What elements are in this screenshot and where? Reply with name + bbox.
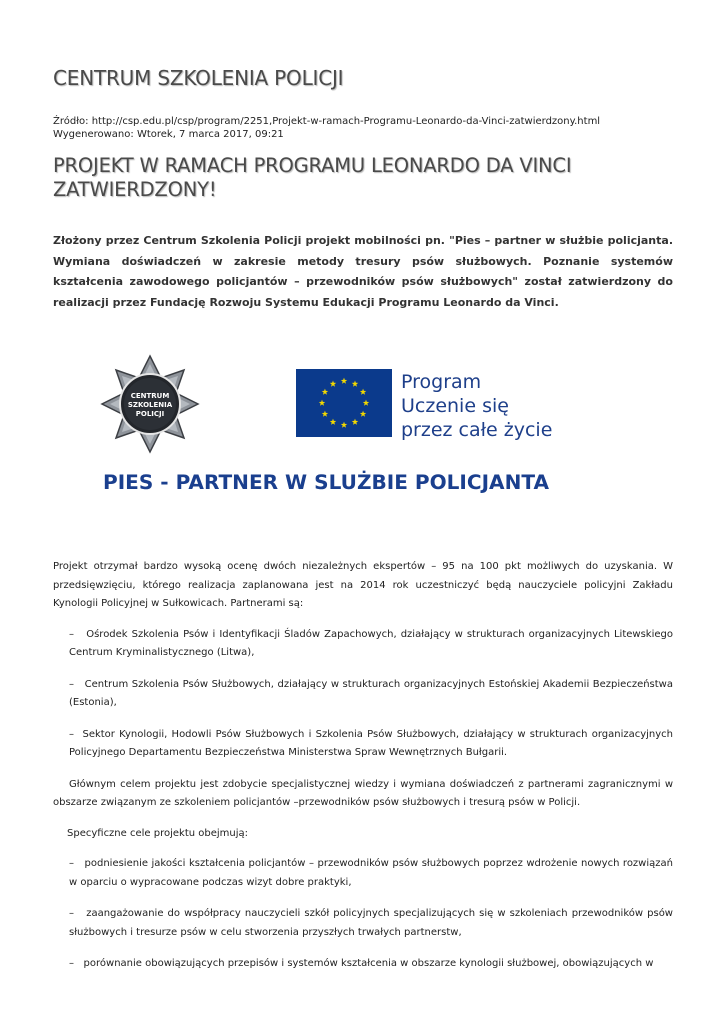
partner-item-estonia [53, 676, 673, 713]
list-dash: – [69, 908, 74, 919]
main-goal-paragraph: Głównym celem projektu jest zdobycie specjalistycznej wiedzy i wymiana doświadczeń z partnerami zagranicznymi w obszarze związanym ze szkoleniem policjantów –przewodników psów służbowych i tresurą psów w Policji. [53, 778, 673, 808]
article-body [53, 558, 673, 987]
list-dash: – [69, 858, 74, 869]
article-title-line2: ZATWIERDZONY! [53, 178, 217, 201]
badge-text-line1: CENTRUM [130, 392, 170, 400]
badge-text-line2: SZKOLENIA [127, 401, 173, 409]
aim-item-3 [53, 955, 673, 974]
police-badge-logo [102, 356, 198, 452]
site-title: CENTRUM SZKOLENIA POLICJI [53, 66, 344, 90]
source-line: Źródło: http://csp.edu.pl/csp/program/2251,Projekt-w-ramach-Programu-Leonardo-da-Vinci-zatwierdzony.html [53, 116, 601, 127]
aim-item-2 [53, 905, 673, 942]
article-title [53, 154, 673, 202]
partner-item-bulgaria [53, 726, 673, 763]
badge-text-line3: POLICJI [135, 410, 165, 418]
partner-text: Ośrodek Szkolenia Psów i Identyfikacji Śladów Zapachowych, działający w strukturach organizacyjnych Litewskiego Centrum Kryminalistycznego (Litwa), [69, 628, 673, 658]
project-banner-image [53, 352, 673, 507]
document-meta [53, 115, 600, 141]
program-line3: przez całe życie [401, 419, 553, 441]
eu-flag-logo [296, 369, 392, 437]
specific-goals-heading: Specyficzne cele projektu obejmują: [67, 827, 249, 839]
list-dash: – [69, 678, 74, 690]
list-dash: – [69, 958, 74, 969]
aim-item-1 [53, 855, 673, 892]
program-line2: Uczenie się [401, 395, 509, 417]
aim-text: zaangażowanie do współpracy nauczycieli szkół policyjnych specjalizujących się w szkoleniach przewodników psów służbowych i tresurze psów w celu stworzenia przyszłych trwałych partnerstw, [69, 908, 673, 938]
aim-text: porównanie obowiązujących przepisów i systemów kształcenia w obszarze kynologii służbowej, obowiązujących w [83, 958, 654, 969]
list-dash: – [69, 728, 74, 740]
program-line1: Program [401, 371, 482, 393]
generated-line: Wygenerowano: Wtorek, 7 marca 2017, 09:21 [53, 129, 284, 140]
partner-item-lithuania [53, 626, 673, 663]
partner-text: Centrum Szkolenia Psów Służbowych, działający w strukturach organizacyjnych Estońskiej Akademii Bezpieczeństwa (Estonia), [69, 678, 673, 708]
aim-text: podniesienie jakości kształcenia policjantów – przewodników psów służbowych poprzez wdrożenie nowych rozwiązań w oparciu o wypracowane podczas wizyt dobre praktyki, [69, 858, 673, 888]
intro-paragraph: Projekt otrzymał bardzo wysoką ocenę dwóch niezależnych ekspertów – 95 na 100 pkt możliwych do uzyskania. W przedsięwzięciu, którego realizacja zaplanowana jest na 2014 rok uczestniczyć będą nauczyciele policyjni Zakładu Kynologii Policyjnej w Sułkowicach. Partnerami są: [53, 561, 673, 609]
partner-text: Sektor Kynologii, Hodowli Psów Służbowych i Szkolenia Psów Służbowych, działający w strukturach organizacyjnych Policyjnego Departamentu Bezpieczeństwa Ministerstwa Spraw Wewnętrznych Bułgarii. [69, 728, 674, 758]
banner-slogan: PIES - PARTNER W SLUŻBIE POLICJANTA [103, 471, 537, 494]
list-dash: – [69, 628, 74, 640]
article-lead: Złożony przez Centrum Szkolenia Policji projekt mobilności pn. "Pies – partner w służbie policjanta. Wymiana doświadczeń w zakresie metody tresury psów służbowych. Poznanie systemów kształcenia zawodowego policjantów – przewodników psów służbowych" został zatwierdzony do realizacji przez Fundację Rozwoju Systemu Edukacji Programu Leonardo da Vinci. [53, 234, 673, 309]
article-title-line1: PROJEKT W RAMACH PROGRAMU LEONARDO DA VINCI [53, 154, 572, 177]
